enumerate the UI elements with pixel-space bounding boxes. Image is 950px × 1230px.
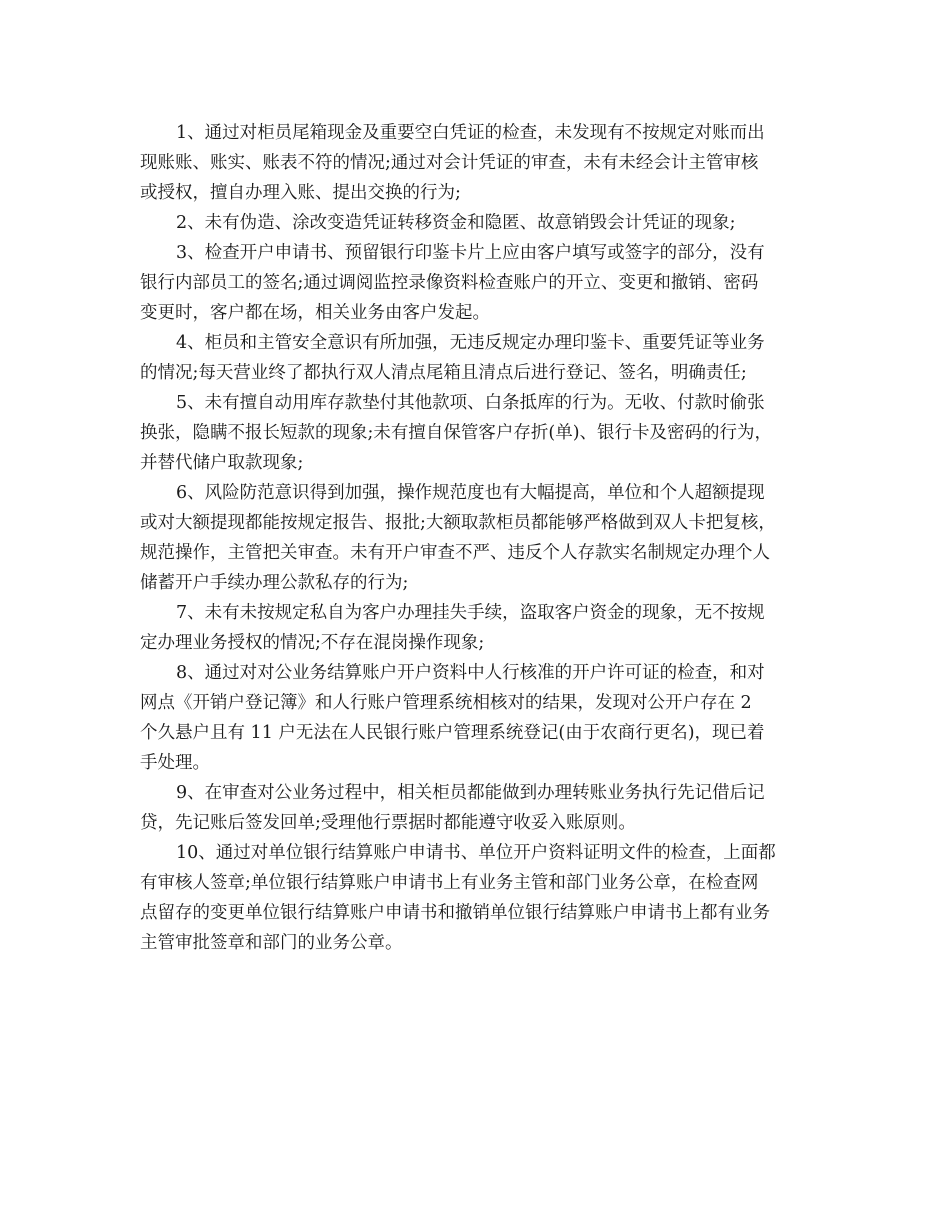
text-line: 4、柜员和主管安全意识有所加强，无违反规定办理印鉴卡、重要凭证等业务: [176, 333, 765, 353]
text-line: 银行内部员工的签名;通过调阅监控录像资料检查账户的开立、变更和撤销、密码: [140, 273, 759, 293]
text-line: 点留存的变更单位银行结算账户申请书和撤销单位银行结算账户申请书上都有业务: [140, 903, 770, 923]
paragraph-7: [140, 598, 820, 658]
paragraph-5: [140, 388, 820, 478]
text-line: 贷，先记账后签发回单;受理他行票据时都能遵守收妥入账原则。: [140, 813, 636, 833]
text-line: 主管审批签章和部门的业务公章。: [140, 933, 403, 953]
text-line: 10、通过对单位银行结算账户申请书、单位开户资料证明文件的检查，上面都: [176, 843, 776, 863]
paragraph-1: [140, 118, 820, 208]
text-line: 换张，隐瞒不报长短款的现象;未有擅自保管客户存折(单)、银行卡及密码的行为，: [140, 423, 773, 443]
text-line: 或对大额提现都能按规定报告、报批;大额取款柜员都能够严格做到双人卡把复核，: [140, 513, 776, 533]
text-line: 储蓄开户手续办理公款私存的行为;: [140, 573, 409, 593]
text-line: 的情况;每天营业终了都执行双人清点尾箱且清点后进行登记、签名，明确责任;: [140, 363, 747, 383]
text-line: 现账账、账实、账表不符的情况;通过对会计凭证的审查，未有未经会计主管审核: [140, 153, 759, 173]
text-line: 手处理。: [140, 753, 210, 773]
text-line: 2、未有伪造、涂改变造凭证转移资金和隐匿、故意销毁会计凭证的现象;: [176, 213, 736, 233]
text-line: 定办理业务授权的情况;不存在混岗操作现象;: [140, 633, 485, 653]
text-line: 变更时，客户都在场，相关业务由客户发起。: [140, 303, 490, 323]
paragraph-10: [140, 838, 820, 958]
text-line: 8、通过对对公业务结算账户开户资料中人行核准的开户许可证的检查，和对: [176, 663, 765, 683]
text-line: 并替代储户取款现象;: [140, 453, 304, 473]
text-line: 网点《开销户登记簿》和人行账户管理系统相核对的结果，发现对公开户存在 2: [140, 693, 752, 713]
text-line: 有审核人签章;单位银行结算账户申请书上有业务主管和部门业务公章，在检查网: [140, 873, 759, 893]
text-line: 6、风险防范意识得到加强，操作规范度也有大幅提高，单位和个人超额提现: [176, 483, 765, 503]
document-body: [140, 118, 820, 958]
text-line: 5、未有擅自动用库存款垫付其他款项、白条抵库的行为。无收、付款时偷张: [176, 393, 765, 413]
text-line: 9、在审查对公业务过程中，相关柜员都能做到办理转账业务执行先记借后记: [176, 783, 765, 803]
paragraph-6: [140, 478, 820, 598]
text-line: 个久悬户且有 11 户无法在人民银行账户管理系统登记(由于农商行更名)，现已着: [140, 723, 765, 743]
text-line: 1、通过对柜员尾箱现金及重要空白凭证的检查，未发现有不按规定对账而出: [176, 123, 765, 143]
paragraph-9: [140, 778, 820, 838]
text-line: 7、未有未按规定私自为客户办理挂失手续，盗取客户资金的现象，无不按规: [176, 603, 765, 623]
text-line: 规范操作，主管把关审查。未有开户审查不严、违反个人存款实名制规定办理个人: [140, 543, 770, 563]
text-line: 或授权，擅自办理入账、提出交换的行为;: [140, 183, 461, 203]
paragraph-2: [140, 208, 820, 238]
paragraph-3: [140, 238, 820, 328]
paragraph-8: [140, 658, 820, 778]
text-line: 3、检查开户申请书、预留银行印鉴卡片上应由客户填写或签字的部分，没有: [176, 243, 765, 263]
paragraph-4: [140, 328, 820, 388]
